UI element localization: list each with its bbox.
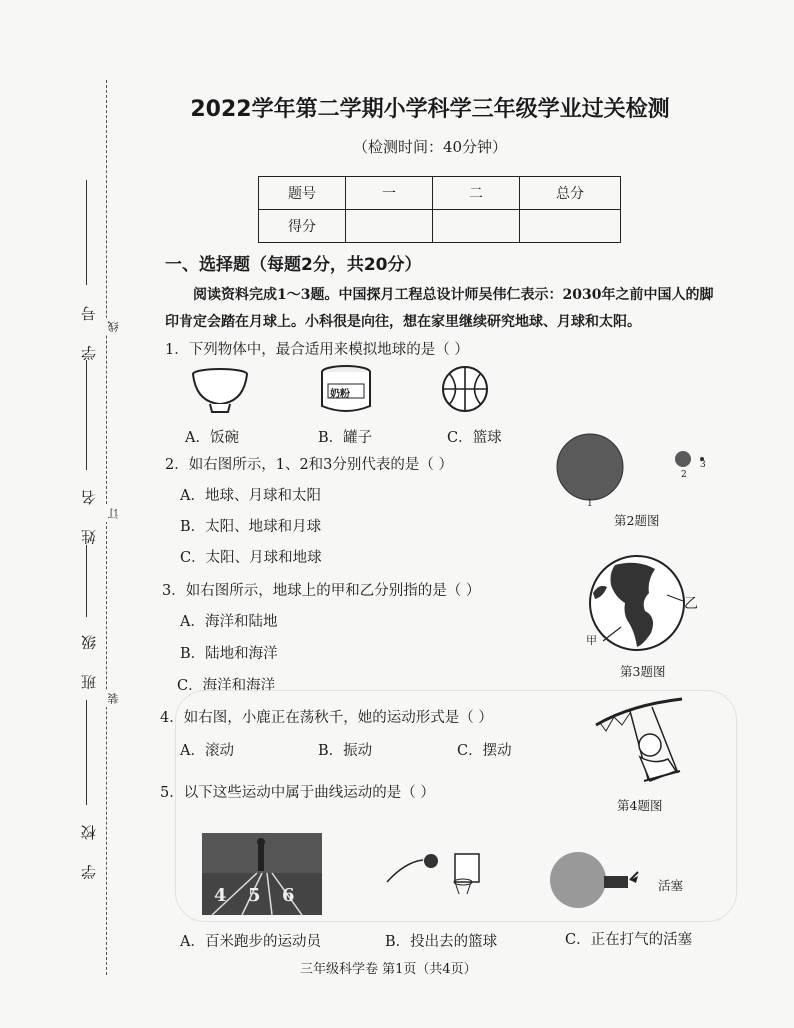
student-id-label: 学 号 (80, 296, 98, 361)
class-label: 班 级 (80, 625, 98, 690)
figure-2-caption: 第2题图 (614, 513, 660, 528)
question-4-stem: 4．如右图，小鹿正在荡秋千，她的运动形式是（ ） (160, 710, 493, 726)
figure-3-caption: 第3题图 (620, 664, 666, 679)
label-3: 3 (700, 460, 706, 470)
score-cell[interactable] (520, 210, 621, 243)
school-label: 学 校 (80, 815, 98, 880)
body-2 (675, 451, 691, 467)
q5-option-c[interactable]: C．正在打气的活塞 (565, 932, 693, 948)
score-row-label: 得分 (259, 210, 346, 243)
pump-piston-image (548, 850, 658, 910)
label-yi: 乙 (684, 596, 698, 612)
score-table-header: 题号 (259, 177, 346, 210)
globe-figure (585, 553, 695, 653)
label-1: 1 (587, 499, 593, 509)
score-cell[interactable] (433, 210, 520, 243)
student-id-line (86, 180, 87, 285)
q4-option-a[interactable]: A．滚动 (180, 743, 234, 759)
reading-passage: 阅读资料完成1～3题。中国探月工程总设计师吴伟仁表示：2030年之前中国人的脚印肯定会踏在月球上。小科很是向往，想在家里继续研究地球、月球和太阳。 (165, 287, 714, 330)
q3-option-a[interactable]: A．海洋和陆地 (180, 614, 278, 630)
lane-number-4: 4 (214, 885, 227, 906)
q2-option-b[interactable]: B．太阳、地球和月球 (180, 519, 322, 535)
q3-option-b[interactable]: B．陆地和海洋 (180, 646, 278, 662)
school-line (86, 700, 87, 805)
lane-number-5: 5 (248, 885, 261, 906)
figure-4-caption: 第4题图 (617, 798, 663, 813)
basketball-throw-image (383, 850, 493, 900)
body-1 (557, 434, 623, 500)
binding-mark-ding: 订 (106, 505, 122, 522)
q5-option-b[interactable]: B．投出去的篮球 (385, 934, 498, 950)
question-5-stem: 5．以下这些运动中属于曲线运动的是（ ） (160, 785, 435, 801)
q1-option-a[interactable]: A．饭碗 (185, 430, 239, 446)
question-3-stem: 3．如右图所示，地球上的甲和乙分别指的是（ ） (162, 583, 481, 599)
label-2: 2 (681, 470, 687, 480)
score-cell[interactable] (346, 210, 433, 243)
q1-option-b[interactable]: B．罐子 (318, 430, 373, 446)
page-title: 2022学年第二学期小学科学三年级学业过关检测 (190, 97, 670, 122)
sun-earth-moon-figure (555, 430, 715, 510)
q5-option-a[interactable]: A．百米跑步的运动员 (180, 934, 321, 950)
q1-option-c[interactable]: C．篮球 (447, 430, 502, 446)
score-table-header: 一 (346, 177, 433, 210)
q3-option-c[interactable]: C．海洋和海洋 (177, 678, 276, 694)
can-label: 奶粉 (330, 389, 350, 400)
label-jia: 甲 (586, 634, 597, 647)
binding-mark-zhuang: 装 (106, 690, 122, 707)
class-line (86, 545, 87, 617)
score-table-header: 二 (433, 177, 520, 210)
q2-option-a[interactable]: A．地球、月球和太阳 (180, 488, 321, 504)
question-1-stem: 1．下列物体中，最合适用来模拟地球的是（ ） (165, 342, 469, 358)
page-footer: 三年级科学卷 第1页（共4页） (300, 962, 477, 977)
q2-option-c[interactable]: C．太阳、月球和地球 (180, 550, 322, 566)
q4-option-b[interactable]: B．振动 (318, 743, 373, 759)
swing-figure (590, 695, 710, 795)
binding-dashed-line (106, 80, 107, 975)
section-title: 一、选择题（每题2分，共20分） (165, 255, 422, 275)
binding-mark-xian: 线 (106, 318, 122, 335)
piston-label: 活塞 (658, 878, 684, 893)
score-table (258, 176, 621, 243)
basketball-image (440, 364, 490, 414)
student-name-label: 姓 名 (80, 480, 98, 545)
score-table-header: 总分 (520, 177, 621, 210)
lane-number-6: 6 (282, 885, 295, 906)
student-name-line (86, 360, 87, 470)
exam-duration: （检测时间：40分钟） (352, 138, 508, 156)
q4-option-c[interactable]: C．摆动 (457, 743, 512, 759)
question-2-stem: 2．如右图所示，1、2和3分别代表的是（ ） (165, 457, 454, 473)
bowl-image (190, 366, 250, 416)
